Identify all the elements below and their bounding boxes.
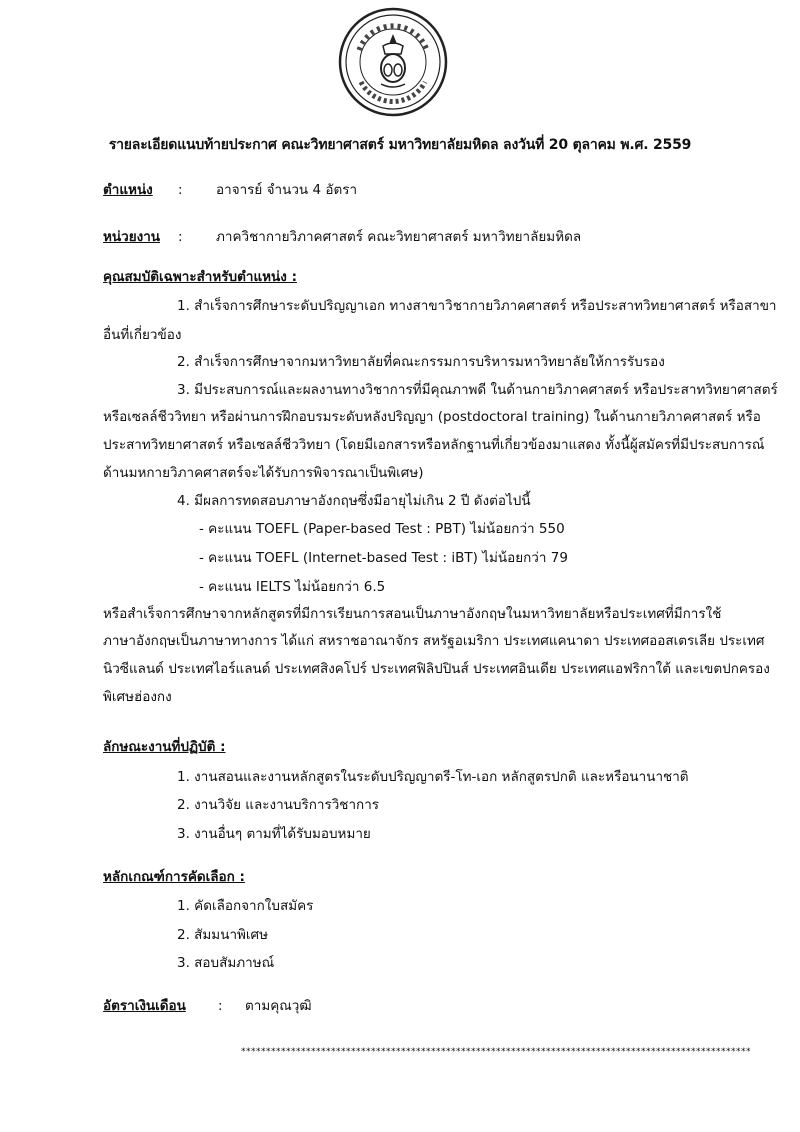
alternative-line-2: ภาษาอังกฤษเป็นภาษาทางการ ได้แก่ สหราชอาณาจักร สหรัฐอเมริกา ประเทศแคนาดา ประเทศออสเตรเลีย ประเทศ (103, 633, 765, 649)
selection-item: 1. คัดเลือกจากใบสมัคร (177, 898, 314, 914)
selection-item: 3. สอบสัมภาษณ์ (177, 955, 275, 971)
alternative-line-4: พิเศษฮ่องกง (103, 689, 172, 705)
qualification-3-line-1: 3. มีประสบการณ์และผลงานทางวิชาการที่มีคุณภาพดี ในด้านกายวิภาคศาสตร์ หรือประสาทวิทยาศาสตร์ (177, 382, 778, 398)
alternative-line-1: หรือสำเร็จการศึกษาจากหลักสูตรที่มีการเรียนการสอนเป็นภาษาอังกฤษในมหาวิทยาลัยหรือประเทศที่มีการใช้ (103, 606, 722, 622)
position-label: ตำแหน่ง (103, 182, 153, 198)
footer-divider: ****************************************************************************************************** (241, 1047, 751, 1057)
position-colon: : (178, 182, 183, 198)
qualification-2: 2. สำเร็จการศึกษาจากมหาวิทยาลัยที่คณะกรรมการบริหารมหาวิทยาลัยให้การรับรอง (177, 354, 665, 370)
qualification-3-line-2: หรือเซลล์ชีววิทยา หรือผ่านการฝึกอบรมระดับหลังปริญญา (postdoctoral training) ในด้านกายวิภาคศาสตร์ หรือ (103, 409, 761, 425)
qualification-4: 4. มีผลการทดสอบภาษาอังกฤษซึ่งมีอายุไม่เกิน 2 ปี ดังต่อไปนี้ (177, 493, 531, 509)
unit-label: หน่วยงาน (103, 229, 161, 245)
mahidol-university-seal (337, 6, 449, 118)
document-title: รายละเอียดแนบท้ายประกาศ คณะวิทยาศาสตร์ มหาวิทยาลัยมหิดล ลงวันที่ 20 ตุลาคม พ.ศ. 2559 (108, 137, 692, 153)
qualification-3-line-3: ประสาทวิทยาศาสตร์ หรือเซลล์ชีววิทยา (โดยมีเอกสารหรือหลักฐานที่เกี่ยวข้องมาแสดง ทั้งนี้ผู้สมัครที่มีประสบการณ์ (103, 437, 765, 453)
alternative-line-3: นิวซีแลนด์ ประเทศไอร์แลนด์ ประเทศสิงคโปร์ ประเทศฟิลิปปินส์ ประเทศอินเดีย ประเทศแอฟริกาใต้ และเขตปกครอง (103, 661, 770, 677)
ielts-score: - คะแนน IELTS ไม่น้อยกว่า 6.5 (199, 579, 386, 595)
salary-label: อัตราเงินเดือน (103, 998, 186, 1014)
qualifications-heading: คุณสมบัติเฉพาะสำหรับตำแหน่ง : (103, 269, 297, 285)
toefl-pbt-score: - คะแนน TOEFL (Paper-based Test : PBT) ไม่น้อยกว่า 550 (199, 521, 565, 537)
toefl-ibt-score: - คะแนน TOEFL (Internet-based Test : iBT) ไม่น้อยกว่า 79 (199, 550, 568, 566)
qualification-1-line-1: 1. สำเร็จการศึกษาระดับปริญญาเอก ทางสาขาวิชากายวิภาคศาสตร์ หรือประสาทวิทยาศาสตร์ หรือสาขา (177, 298, 777, 314)
salary-value: ตามคุณวุฒิ (245, 998, 312, 1014)
qualification-3-line-4: ด้านมหกายวิภาคศาสตร์จะได้รับการพิจารณาเป็นพิเศษ) (103, 465, 424, 481)
salary-colon: : (218, 998, 223, 1014)
unit-colon: : (178, 229, 183, 245)
qualification-1-line-2: อื่นที่เกี่ยวข้อง (103, 327, 182, 343)
duty-item: 2. งานวิจัย และงานบริการวิชาการ (177, 797, 380, 813)
duties-heading: ลักษณะงานที่ปฏิบัติ : (103, 739, 226, 755)
selection-item: 2. สัมมนาพิเศษ (177, 927, 268, 943)
duty-item: 1. งานสอนและงานหลักสูตรในระดับปริญญาตรี-โท-เอก หลักสูตรปกติ และหรือนานาชาติ (177, 769, 689, 785)
selection-heading: หลักเกณฑ์การคัดเลือก : (103, 869, 245, 885)
duty-item: 3. งานอื่นๆ ตามที่ได้รับมอบหมาย (177, 826, 371, 842)
unit-value: ภาควิชากายวิภาคศาสตร์ คณะวิทยาศาสตร์ มหาวิทยาลัยมหิดล (216, 229, 582, 245)
position-value: อาจารย์ จำนวน 4 อัตรา (216, 182, 358, 198)
